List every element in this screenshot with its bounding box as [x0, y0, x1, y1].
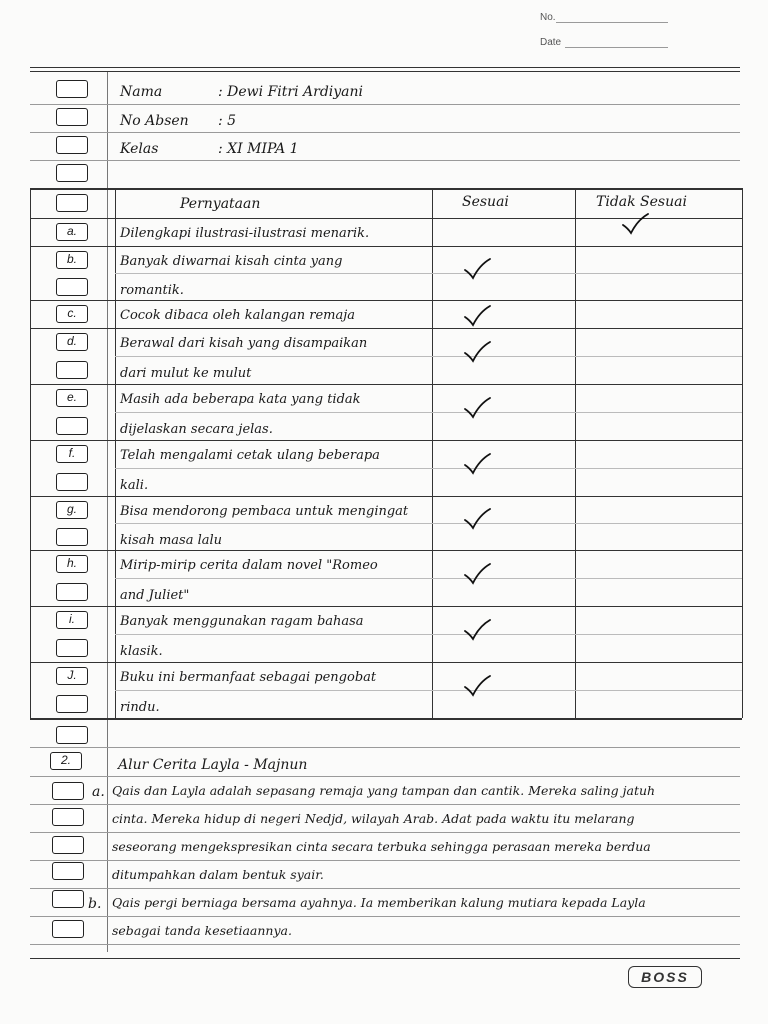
table-row-border	[30, 718, 742, 719]
row-label: d.	[66, 334, 77, 348]
item-b-label: b.	[88, 896, 102, 912]
margin-box	[52, 808, 84, 826]
table-row-border	[30, 328, 742, 329]
table-row-border	[30, 550, 742, 551]
margin-box	[56, 164, 88, 182]
row-label: c.	[67, 306, 77, 320]
margin-box	[56, 583, 88, 601]
row-label: J.	[67, 668, 77, 682]
no-label: No.	[540, 12, 556, 23]
row-statement-line2: romantik.	[120, 283, 184, 298]
row-statement-line2: dari mulut ke mulut	[120, 366, 252, 381]
row-label: f.	[68, 446, 76, 460]
table-inner-rule	[115, 468, 742, 469]
check-mark-icon	[462, 507, 492, 531]
kelas-label: Kelas	[120, 141, 159, 157]
table-inner-rule	[115, 273, 742, 274]
margin-box	[56, 726, 88, 744]
section-number: 2.	[60, 753, 71, 767]
margin-box	[52, 836, 84, 854]
margin-box	[56, 108, 88, 126]
item-a-line: cinta. Mereka hidup di negeri Nedjd, wilayah Arab. Adat pada waktu itu melarang	[112, 811, 635, 826]
margin-box	[52, 890, 84, 908]
margin-box	[56, 194, 88, 212]
row-label: g.	[66, 502, 77, 516]
absen-label: No Absen	[120, 113, 189, 129]
item-a-line: ditumpahkan dalam bentuk syair.	[112, 867, 324, 882]
nama-label: Nama	[120, 84, 163, 100]
margin-box	[52, 862, 84, 880]
table-row-border	[30, 300, 742, 301]
item-b-line: Qais pergi berniaga bersama ayahnya. Ia memberikan kalung mutiara kepada Layla	[112, 895, 646, 910]
table-inner-rule	[115, 634, 742, 635]
row-label: a.	[66, 224, 77, 238]
row-statement-line2: klasik.	[120, 644, 163, 659]
date-label: Date	[540, 37, 562, 48]
table-top-border	[30, 188, 742, 190]
table-column-line	[30, 188, 31, 718]
check-mark-icon	[462, 452, 492, 476]
date-line	[565, 47, 668, 48]
row-statement-line2: kisah masa lalu	[120, 533, 223, 548]
row-statement-line2: and Juliet"	[120, 588, 190, 603]
check-mark-icon	[462, 304, 492, 328]
margin-box	[56, 80, 88, 98]
check-mark-icon	[462, 340, 492, 364]
item-a-label: a.	[92, 784, 105, 800]
margin-box	[56, 473, 88, 491]
no-line	[556, 22, 668, 23]
table-column-line	[432, 188, 433, 718]
row-statement-line1: Dilengkapi ilustrasi-ilustrasi menarik.	[120, 226, 370, 241]
row-statement-line1: Banyak diwarnai kisah cinta yang	[120, 254, 343, 269]
table-column-line	[115, 188, 116, 718]
margin-box	[56, 361, 88, 379]
table-row-border	[30, 384, 742, 385]
check-mark-icon	[462, 562, 492, 586]
table-inner-rule	[115, 523, 742, 524]
margin-box	[56, 695, 88, 713]
row-label: e.	[66, 390, 77, 404]
row-statement-line1: Buku ini bermanfaat sebagai pengobat	[120, 670, 377, 685]
row-label: i.	[69, 612, 75, 626]
top-rule-2	[30, 71, 740, 72]
table-inner-rule	[115, 412, 742, 413]
header-statement: Pernyataan	[180, 196, 261, 212]
row-statement-line1: Cocok dibaca oleh kalangan remaja	[120, 308, 356, 323]
margin-box	[56, 528, 88, 546]
check-mark-icon	[462, 618, 492, 642]
table-row-border	[30, 440, 742, 441]
nama-value: : Dewi Fitri Ardiyani	[218, 84, 364, 100]
header-disagree: Tidak Sesuai	[596, 194, 687, 210]
check-mark-icon	[462, 674, 492, 698]
section-title: Alur Cerita Layla - Majnun	[118, 757, 308, 773]
item-a-line: seseorang mengekspresikan cinta secara terbuka sehingga perasaan mereka berdua	[112, 839, 651, 854]
margin-line	[107, 72, 108, 952]
table-row-border	[30, 662, 742, 663]
row-statement-line1: Mirip-mirip cerita dalam novel "Romeo	[120, 558, 378, 573]
table-row-border	[30, 246, 742, 247]
margin-box	[56, 136, 88, 154]
row-statement-line2: rindu.	[120, 700, 160, 715]
table-inner-rule	[115, 356, 742, 357]
row-statement-line1: Masih ada beberapa kata yang tidak	[120, 392, 361, 407]
row-statement-line2: dijelaskan secara jelas.	[120, 422, 273, 437]
row-statement-line1: Bisa mendorong pembaca untuk mengingat	[120, 504, 409, 519]
absen-value: : 5	[218, 113, 237, 129]
row-statement-line1: Telah mengalami cetak ulang beberapa	[120, 448, 380, 463]
table-column-line	[742, 188, 743, 718]
bottom-rule	[30, 958, 740, 959]
kelas-value: : XI MIPA 1	[218, 141, 299, 157]
header-agree: Sesuai	[462, 194, 509, 210]
margin-box	[52, 782, 84, 800]
check-mark-icon	[462, 257, 492, 281]
margin-box	[56, 417, 88, 435]
row-label: b.	[66, 252, 77, 266]
table-row-border	[30, 496, 742, 497]
row-statement-line1: Berawal dari kisah yang disampaikan	[120, 336, 368, 351]
table-row-border	[30, 606, 742, 607]
table-column-line	[575, 188, 576, 718]
check-mark-icon	[462, 396, 492, 420]
margin-box	[56, 278, 88, 296]
row-statement-line2: kali.	[120, 478, 149, 493]
top-rule	[30, 67, 740, 68]
brand-logo: BOSS	[628, 966, 702, 988]
row-statement-line1: Banyak menggunakan ragam bahasa	[120, 614, 364, 629]
check-mark-icon	[620, 212, 650, 236]
row-label: h.	[66, 556, 77, 570]
item-b-line: sebagai tanda kesetiaannya.	[112, 923, 292, 938]
margin-box	[56, 639, 88, 657]
table-inner-rule	[115, 690, 742, 691]
margin-box	[52, 920, 84, 938]
item-a-line: Qais dan Layla adalah sepasang remaja yang tampan dan cantik. Mereka saling jatuh	[112, 783, 656, 798]
table-inner-rule	[115, 578, 742, 579]
